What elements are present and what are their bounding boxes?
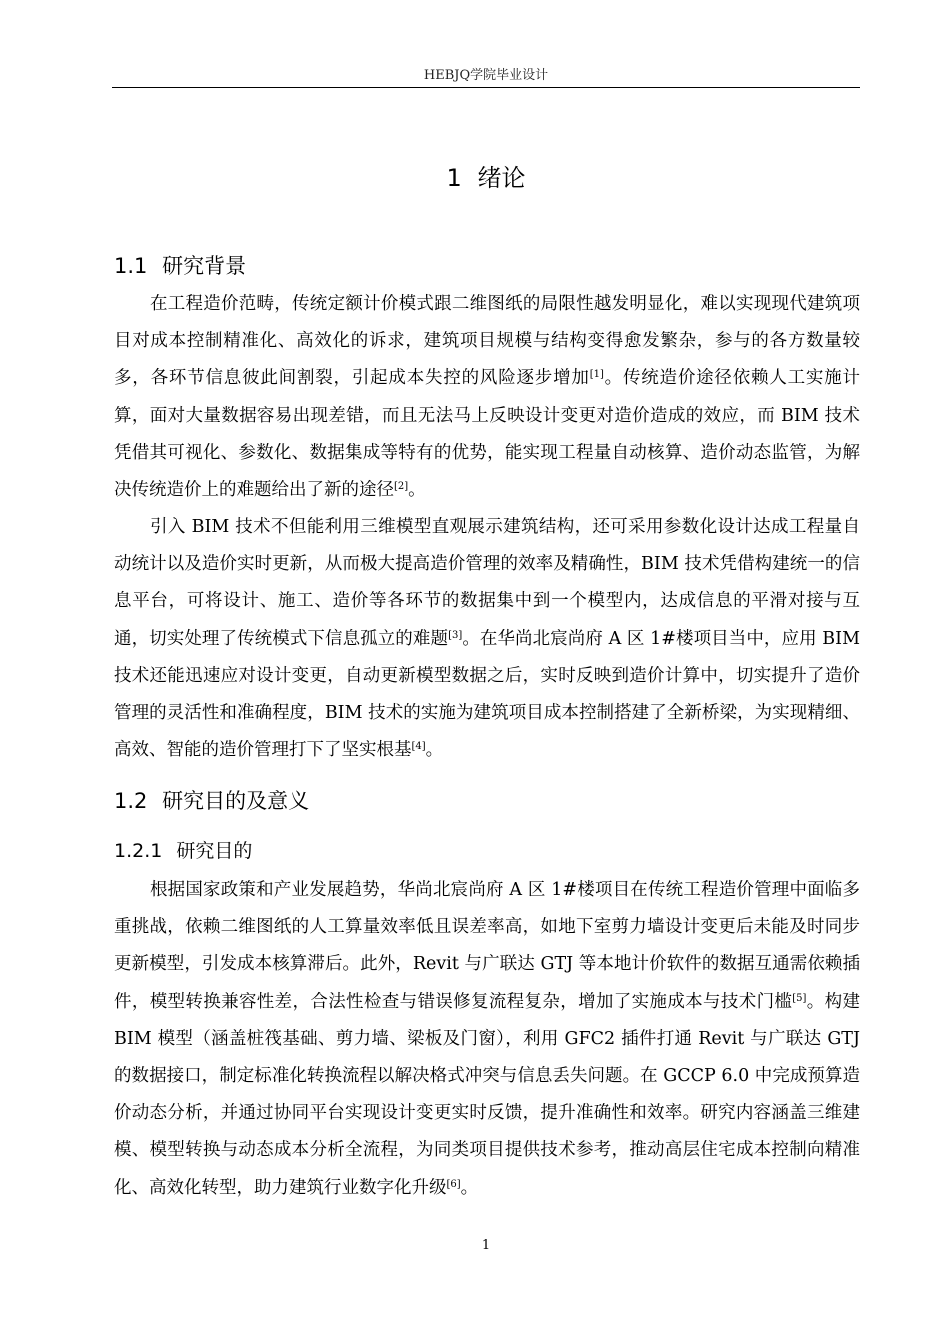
section-number: 1.2 <box>114 789 148 813</box>
subsection-number: 1.2.1 <box>114 840 163 862</box>
citation: [4] <box>411 741 426 753</box>
text-run: 在工程造价范畴，传统定额计价模式跟二维图纸的局限性越发明显化，难以实现现代建筑项目对成本控制精准化、高效化的诉求，建筑项目规模与结构变得愈发繁杂，参与的各方数量较多，各环节信息彼此间割裂，引起成本失控的风险逐步增加 <box>114 294 860 389</box>
text-run: 。传统造价途径依赖人工实施计算，面对大量数据容易出现差错，而且无法马上反映设计变更对造价造成的效应，而 BIM 技术凭借其可视化、参数化、数据集成等特有的优势，能实现工程量自动核算、造价动态监管，为解决传统造价上的难题给出了新的途径 <box>114 368 860 501</box>
text-run: 。在华尚北宸尚府 A 区 1#楼项目当中，应用 BIM 技术还能迅速应对设计变更，自动更新模型数据之后，实时反映到造价计算中，切实提升了造价管理的灵活性和准确程度，BIM 技术的实施为建筑项目成本控制搭建了全新桥梁，为实现精细、高效、智能的造价管理打下了坚实根基 <box>114 628 860 761</box>
citation: [2] <box>394 481 409 493</box>
section-heading-1-2 <box>114 785 309 815</box>
text-run: 。 <box>425 740 444 761</box>
chapter-number: 1 <box>446 164 462 192</box>
citation: [1] <box>589 369 604 381</box>
subsection-heading-1-2-1 <box>114 836 252 863</box>
text-run: 。 <box>460 1177 479 1198</box>
section-number: 1.1 <box>114 254 148 278</box>
text-run: 。构建 BIM 模型（涵盖桩筏基础、剪力墙、梁板及门窗），利用 GFC2 插件打通 Revit 与广联达 GTJ 的数据接口，制定标准化转换流程以解决格式冲突与信息丢失问题。在 GCCP 6.0 中完成预算造价动态分析，并通过协同平台实现设计变更实时反馈，提升准确性和效率。研究内容涵盖三维建模、模型转换与动态成本分析全流程，为同类项目提供技术参考，推动高层住宅成本控制向精准化、高效化转型，助力建筑行业数字化升级 <box>114 991 861 1198</box>
citation: [5] <box>792 992 807 1004</box>
text-run: 引入 BIM 技术不但能利用三维模型直观展示建筑结构，还可采用参数化设计达成工程量自动统计以及造价实时更新，从而极大提高造价管理的效率及精确性，BIM 技术凭借构建统一的信息平台，可将设计、施工、造价等各环节的数据集中到一个模型内，达成信息的平滑对接与互通，切实处理了传统模式下信息孤立的难题 <box>114 517 860 649</box>
text-run: 根据国家政策和产业发展趋势，华尚北宸尚府 A 区 1#楼项目在传统工程造价管理中面临多重挑战，依赖二维图纸的人工算量效率低且误差率高，如地下室剪力墙设计变更后未能及时同步更新模型，引发成本核算滞后。此外，Revit 与广联达 GTJ 等本地计价软件的数据互通需依赖插件，模型转换兼容性差，合法性检查与错误修复流程复杂，增加了实施成本与技术门槛 <box>114 880 860 1012</box>
chapter-title-text: 绪论 <box>477 164 526 192</box>
running-header: HEBJQ学院毕业设计 <box>423 68 549 83</box>
subsection-title: 研究目的 <box>176 840 253 862</box>
paragraph-purpose <box>114 872 860 1207</box>
text-run: 。 <box>408 480 426 501</box>
citation: [6] <box>446 1178 461 1190</box>
page-number: 1 <box>481 1238 491 1253</box>
paragraph-background-1 <box>114 286 860 509</box>
header-rule <box>112 87 860 88</box>
chapter-title <box>112 158 860 193</box>
section-heading-1-1 <box>114 250 246 280</box>
section-title: 研究目的及意义 <box>162 789 310 813</box>
section-title: 研究背景 <box>162 254 247 278</box>
paragraph-background-2 <box>114 509 860 769</box>
citation: [3] <box>448 629 463 641</box>
